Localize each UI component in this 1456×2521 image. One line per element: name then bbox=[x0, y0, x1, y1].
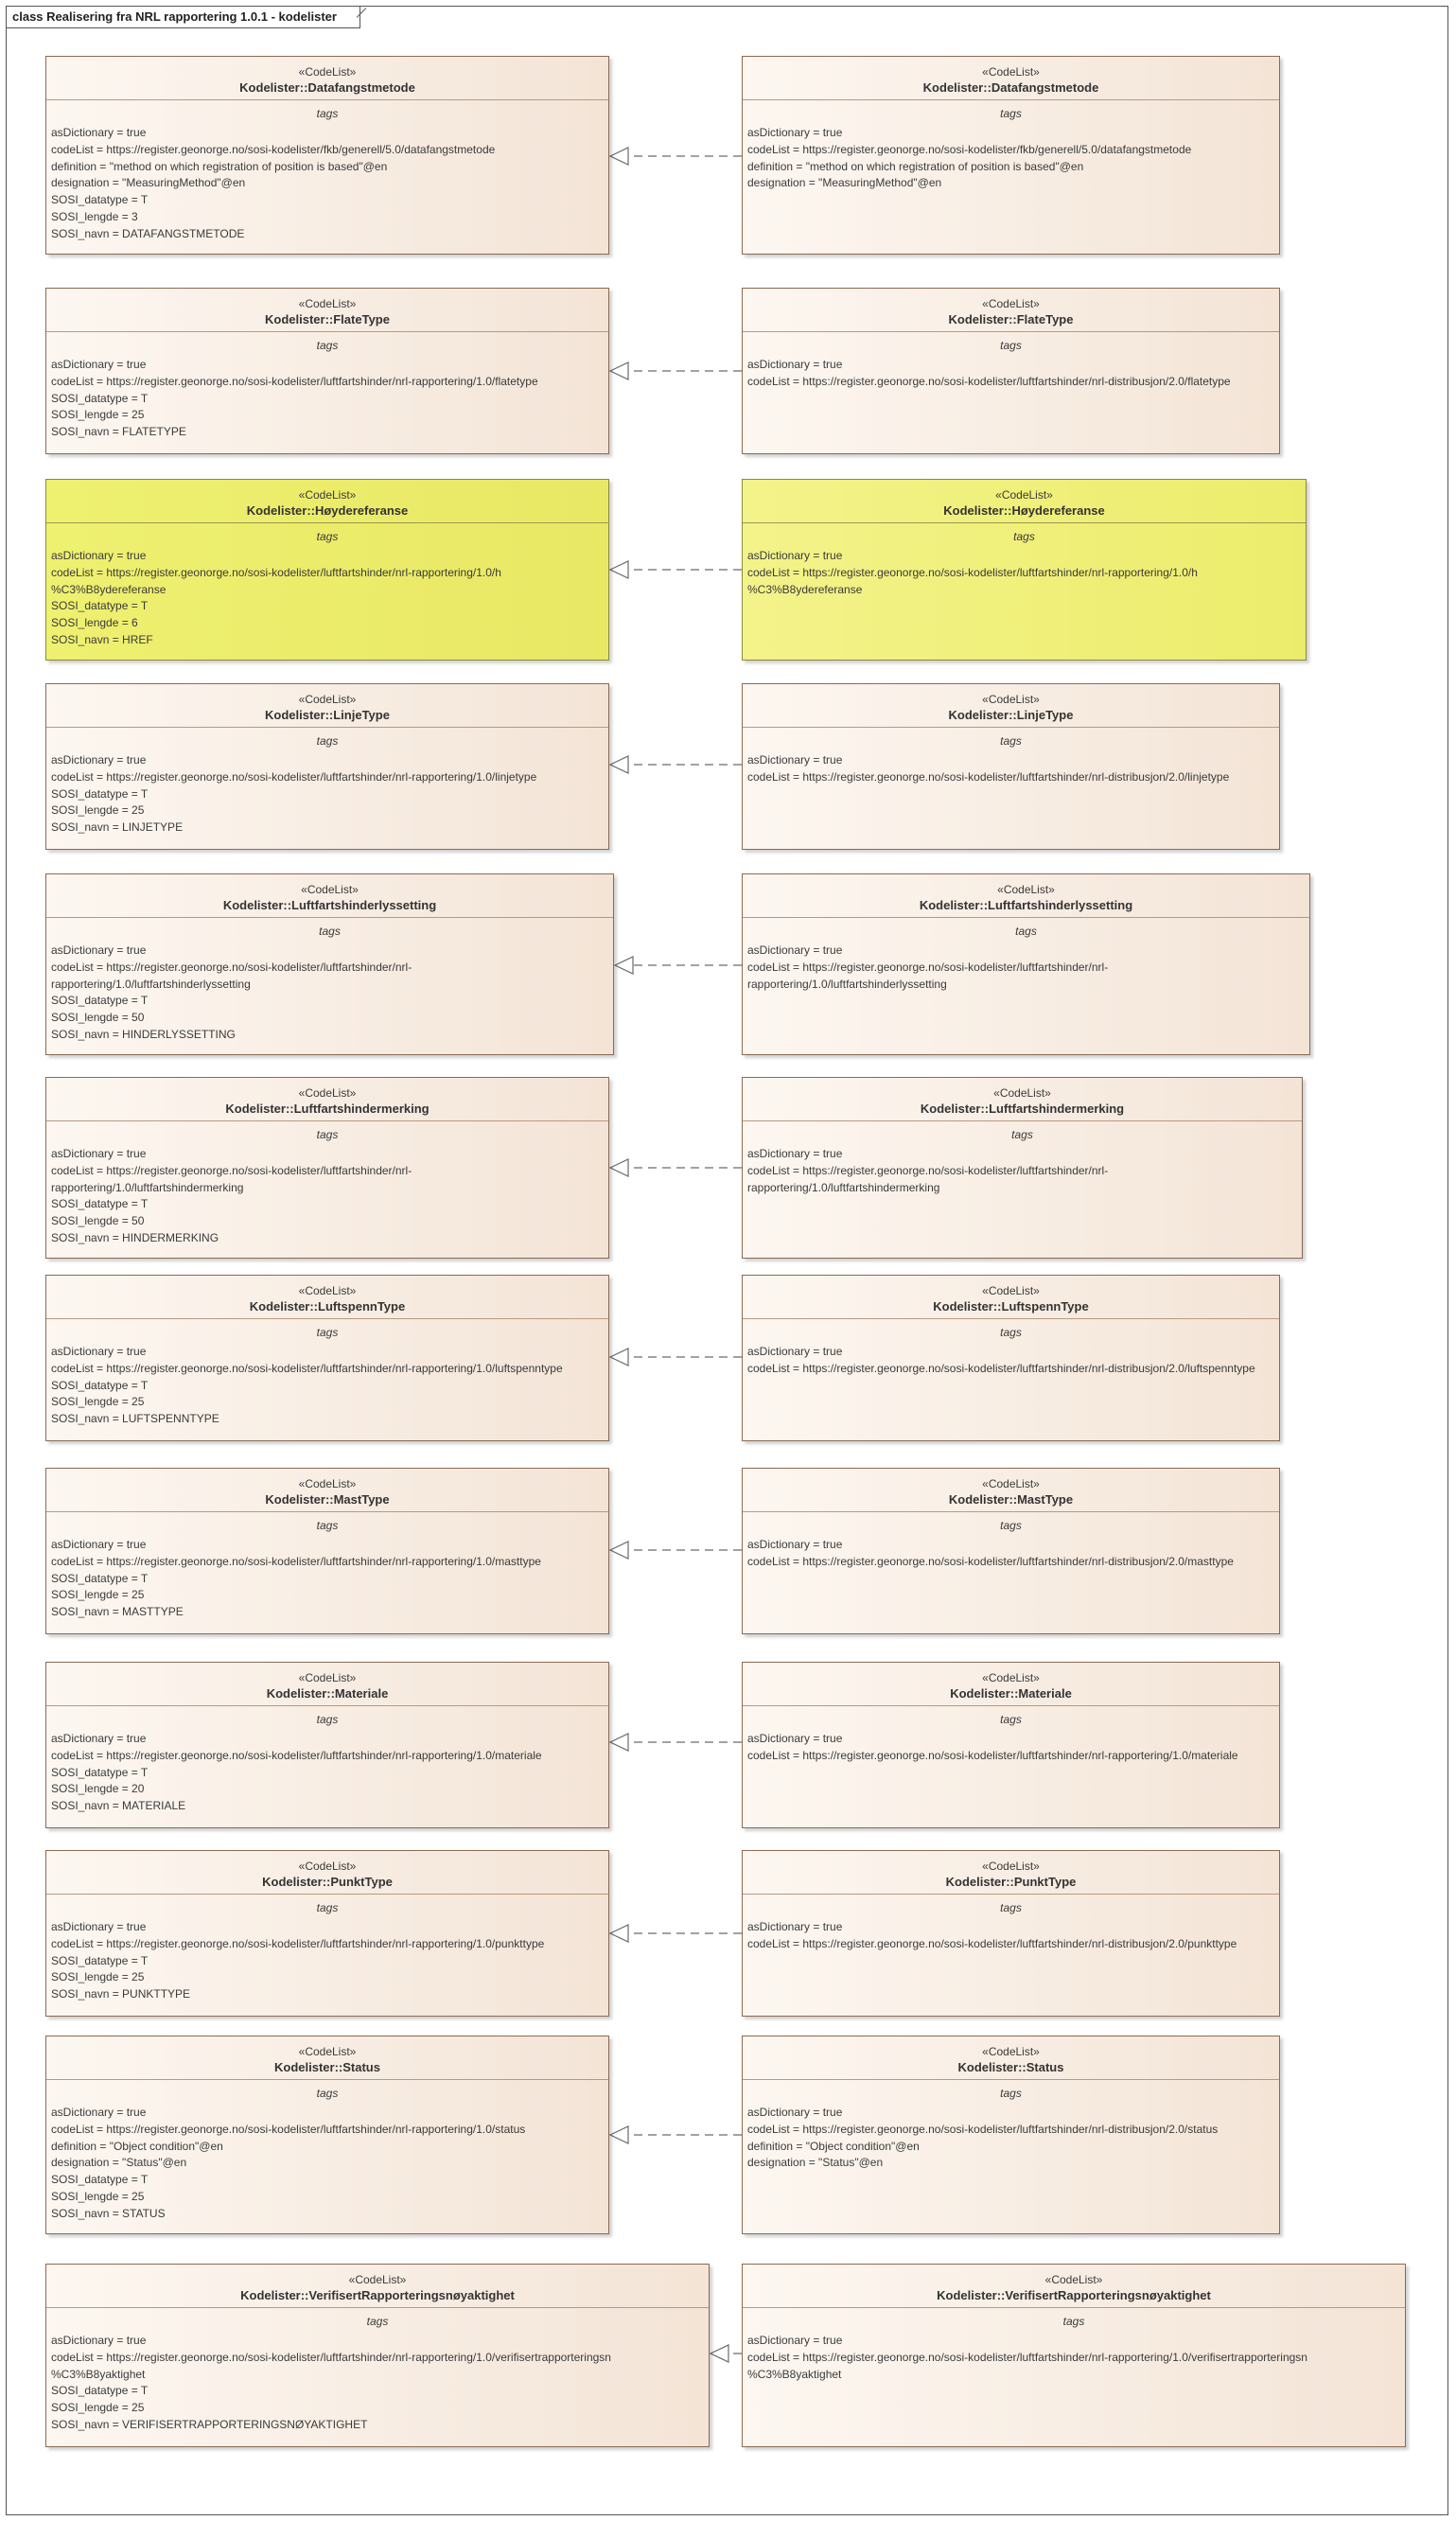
class-header bbox=[743, 874, 1309, 918]
tagged-value: SOSI_lengde = 25 bbox=[51, 2401, 145, 2415]
class-header bbox=[743, 57, 1279, 100]
class-name: Kodelister::Høydereferanse bbox=[246, 503, 409, 518]
tagged-value: codeList = https://register.geonorge.no/sosi-kodelister/luftfartshinder/nrl-distribusjon/2.0/flatetype bbox=[747, 374, 1231, 388]
class-name: Kodelister::Luftfartshindermerking bbox=[225, 1102, 430, 1116]
tagged-value: codeList = https://register.geonorge.no/sosi-kodelister/luftfartshinder/nrl- bbox=[747, 1163, 1109, 1177]
class-header bbox=[743, 480, 1306, 523]
codelist-box-right[interactable] bbox=[742, 1850, 1280, 2017]
codelist-box-right[interactable] bbox=[742, 288, 1280, 454]
codelist-box-left[interactable] bbox=[45, 2264, 710, 2447]
tagged-value: SOSI_datatype = T bbox=[51, 994, 149, 1008]
stereotype-label: «CodeList» bbox=[298, 1860, 357, 1873]
tagged-value: codeList = https://register.geonorge.no/sosi-kodelister/luftfartshinder/nrl-distribusjon/2.0/luftspenntype bbox=[747, 1361, 1255, 1375]
tagged-value: SOSI_navn = LINJETYPE bbox=[51, 820, 184, 835]
tags-section-header: tags bbox=[316, 1519, 339, 1532]
tags-section-header: tags bbox=[316, 107, 339, 120]
tagged-value: SOSI_datatype = T bbox=[51, 599, 149, 613]
stereotype-label: «CodeList» bbox=[982, 1477, 1040, 1490]
tagged-value: codeList = https://register.geonorge.no/sosi-kodelister/luftfartshinder/nrl-rapportering/1.0/flatetype bbox=[51, 374, 538, 388]
stereotype-label: «CodeList» bbox=[995, 488, 1053, 502]
tagged-value: asDictionary = true bbox=[51, 1345, 147, 1358]
tagged-values bbox=[743, 544, 1306, 598]
tagged-value: %C3%B8ydereferanse bbox=[51, 582, 167, 596]
tagged-values bbox=[743, 939, 1309, 993]
tagged-value: asDictionary = true bbox=[747, 2106, 843, 2119]
tagged-value: asDictionary = true bbox=[747, 1345, 843, 1358]
tagged-value: rapportering/1.0/luftfartshinderlyssetting bbox=[51, 977, 251, 991]
codelist-box-left[interactable] bbox=[45, 1850, 609, 2017]
tagged-values bbox=[46, 2329, 709, 2434]
tagged-value: codeList = https://register.geonorge.no/sosi-kodelister/luftfartshinder/nrl- bbox=[747, 960, 1109, 974]
tagged-value: SOSI_datatype = T bbox=[51, 193, 149, 207]
tagged-value: SOSI_lengde = 20 bbox=[51, 1782, 145, 1796]
codelist-box-right[interactable] bbox=[742, 1468, 1280, 1634]
tags-section-header: tags bbox=[316, 1326, 339, 1339]
tagged-values bbox=[46, 1727, 608, 1815]
codelist-box-right[interactable] bbox=[742, 479, 1307, 661]
tagged-value: SOSI_datatype = T bbox=[51, 786, 149, 801]
tagged-value: SOSI_lengde = 25 bbox=[51, 803, 145, 818]
tagged-value: SOSI_lengde = 50 bbox=[51, 1214, 145, 1228]
tagged-value: codeList = https://register.geonorge.no/sosi-kodelister/luftfartshinder/nrl-distribusjon/2.0/masttype bbox=[747, 1554, 1234, 1568]
tags-section-header: tags bbox=[316, 339, 339, 352]
class-name: Kodelister::Datafangstmetode bbox=[922, 80, 1099, 95]
stereotype-label: «CodeList» bbox=[982, 693, 1040, 706]
class-name: Kodelister::Høydereferanse bbox=[943, 503, 1105, 518]
class-name: Kodelister::MastType bbox=[948, 1492, 1074, 1507]
stereotype-label: «CodeList» bbox=[298, 297, 357, 310]
class-name: Kodelister::PunktType bbox=[945, 1875, 1077, 1889]
stereotype-label: «CodeList» bbox=[982, 1860, 1040, 1873]
class-name: Kodelister::Luftfartshinderlyssetting bbox=[222, 898, 437, 912]
tagged-value: SOSI_navn = HREF bbox=[51, 632, 153, 646]
tagged-value: rapportering/1.0/luftfartshinderlyssetting bbox=[747, 977, 947, 991]
tagged-value: %C3%B8yaktighet bbox=[51, 2367, 146, 2381]
tagged-value: SOSI_lengde = 25 bbox=[51, 2189, 145, 2203]
class-name: Kodelister::Materiale bbox=[266, 1686, 389, 1701]
class-name: Kodelister::LuftspennType bbox=[249, 1299, 406, 1313]
tagged-value: asDictionary = true bbox=[747, 1538, 843, 1551]
tags-section-header: tags bbox=[1000, 1326, 1022, 1339]
tags-section-header: tags bbox=[319, 925, 341, 938]
tags-section-header: tags bbox=[1000, 1713, 1022, 1726]
tagged-values bbox=[743, 121, 1279, 192]
class-header bbox=[46, 480, 608, 523]
class-name: Kodelister::VerifisertRapporteringsnøyaktighet bbox=[937, 2288, 1211, 2302]
class-header bbox=[46, 289, 608, 332]
codelist-box-right[interactable] bbox=[742, 56, 1280, 255]
tagged-value: asDictionary = true bbox=[51, 126, 147, 139]
tagged-value: SOSI_navn = MASTTYPE bbox=[51, 1605, 184, 1619]
tagged-value: asDictionary = true bbox=[51, 1920, 147, 1933]
tags-section-header: tags bbox=[1013, 530, 1035, 543]
class-header bbox=[46, 2036, 608, 2080]
tags-section-header: tags bbox=[1062, 2315, 1085, 2328]
tagged-values bbox=[743, 2101, 1279, 2172]
tagged-value: SOSI_navn = VERIFISERTRAPPORTERINGSNØYAKTIGHET bbox=[51, 2417, 368, 2431]
tagged-value: SOSI_navn = HINDERLYSSETTING bbox=[51, 1027, 236, 1041]
tagged-values bbox=[46, 749, 608, 837]
tagged-values bbox=[46, 121, 608, 243]
tagged-value: SOSI_lengde = 6 bbox=[51, 616, 138, 630]
stereotype-label: «CodeList» bbox=[982, 1671, 1040, 1684]
tags-section-header: tags bbox=[1015, 925, 1037, 938]
codelist-box-right[interactable] bbox=[742, 2036, 1280, 2234]
tagged-value: codeList = https://register.geonorge.no/sosi-kodelister/luftfartshinder/nrl-distribusjon/2.0/punkttype bbox=[747, 1936, 1237, 1950]
tagged-values bbox=[46, 1915, 608, 2003]
class-name: Kodelister::FlateType bbox=[948, 312, 1074, 326]
tagged-value: SOSI_datatype = T bbox=[51, 391, 149, 405]
stereotype-label: «CodeList» bbox=[993, 1086, 1051, 1100]
codelist-box-left[interactable] bbox=[45, 288, 609, 454]
class-header bbox=[46, 1276, 608, 1319]
tagged-value: definition = "method on which registration of position is based"@en bbox=[747, 159, 1084, 173]
tagged-value: asDictionary = true bbox=[747, 1732, 843, 1745]
codelist-box-left[interactable] bbox=[45, 1275, 609, 1441]
class-name: Kodelister::Luftfartshindermerking bbox=[920, 1102, 1125, 1116]
tagged-value: designation = "MeasuringMethod"@en bbox=[747, 176, 942, 190]
class-name: Kodelister::FlateType bbox=[265, 312, 390, 326]
tagged-value: SOSI_lengde = 25 bbox=[51, 1970, 145, 1984]
tagged-value: asDictionary = true bbox=[51, 943, 147, 957]
tagged-value: designation = "Status"@en bbox=[747, 2156, 884, 2170]
tagged-value: asDictionary = true bbox=[51, 1732, 147, 1745]
class-name: Kodelister::LinjeType bbox=[948, 708, 1074, 722]
tagged-values bbox=[46, 1533, 608, 1621]
tagged-value: codeList = https://register.geonorge.no/sosi-kodelister/luftfartshinder/nrl-distribusjon/2.0/linjetype bbox=[747, 769, 1230, 784]
class-name: Kodelister::Status bbox=[957, 2060, 1064, 2074]
tagged-value: asDictionary = true bbox=[747, 126, 843, 139]
tagged-value: SOSI_navn = HINDERMERKING bbox=[51, 1230, 219, 1244]
tagged-value: SOSI_navn = LUFTSPENNTYPE bbox=[51, 1412, 219, 1426]
tagged-value: SOSI_lengde = 3 bbox=[51, 209, 138, 223]
tagged-value: SOSI_datatype = T bbox=[51, 1197, 149, 1211]
tagged-value: codeList = https://register.geonorge.no/sosi-kodelister/luftfartshinder/nrl-rapportering/1.0/materiale bbox=[747, 1748, 1238, 1762]
tags-section-header: tags bbox=[1000, 1519, 1022, 1532]
tagged-values bbox=[743, 1340, 1279, 1378]
tagged-value: SOSI_navn = DATAFANGSTMETODE bbox=[51, 226, 245, 240]
tagged-value: SOSI_navn = MATERIALE bbox=[51, 1799, 186, 1813]
tagged-value: codeList = https://register.geonorge.no/sosi-kodelister/luftfartshinder/nrl-rapportering/1.0/luftspenntype bbox=[51, 1361, 563, 1375]
class-name: Kodelister::Status bbox=[274, 2060, 380, 2074]
tagged-values bbox=[46, 544, 608, 649]
codelist-box-left[interactable] bbox=[45, 479, 609, 661]
class-name: Kodelister::Luftfartshinderlyssetting bbox=[919, 898, 1133, 912]
stereotype-label: «CodeList» bbox=[298, 1086, 357, 1100]
class-name: Kodelister::VerifisertRapporteringsnøyaktighet bbox=[240, 2288, 515, 2302]
codelist-box-left[interactable] bbox=[45, 873, 614, 1055]
stereotype-label: «CodeList» bbox=[982, 297, 1040, 310]
tagged-value: %C3%B8ydereferanse bbox=[747, 582, 863, 596]
tagged-value: SOSI_datatype = T bbox=[51, 1953, 149, 1967]
tagged-value: codeList = https://register.geonorge.no/sosi-kodelister/luftfartshinder/nrl-rapportering/1.0/verifisertrapporteringsn bbox=[747, 2350, 1307, 2364]
class-header bbox=[743, 289, 1279, 332]
stereotype-label: «CodeList» bbox=[982, 2045, 1040, 2058]
stereotype-label: «CodeList» bbox=[298, 693, 357, 706]
tagged-value: asDictionary = true bbox=[747, 549, 843, 562]
tagged-value: asDictionary = true bbox=[51, 1147, 147, 1160]
codelist-box-left[interactable] bbox=[45, 56, 609, 255]
tagged-values bbox=[743, 1915, 1279, 1953]
tagged-value: asDictionary = true bbox=[51, 549, 147, 562]
tagged-value: asDictionary = true bbox=[747, 1147, 843, 1160]
codelist-box-right[interactable] bbox=[742, 1662, 1280, 1828]
class-header bbox=[743, 1663, 1279, 1706]
tagged-value: codeList = https://register.geonorge.no/sosi-kodelister/luftfartshinder/nrl-rapportering/1.0/verifisertrapporteringsn bbox=[51, 2350, 611, 2364]
tagged-value: codeList = https://register.geonorge.no/sosi-kodelister/luftfartshinder/nrl-rapportering/1.0/h bbox=[51, 565, 501, 579]
tags-section-header: tags bbox=[316, 530, 339, 543]
tagged-values bbox=[743, 1142, 1302, 1196]
tags-section-header: tags bbox=[366, 2315, 389, 2328]
stereotype-label: «CodeList» bbox=[982, 1284, 1040, 1297]
tagged-value: codeList = https://register.geonorge.no/sosi-kodelister/luftfartshinder/nrl-rapportering/1.0/punkttype bbox=[51, 1936, 545, 1950]
codelist-box-right[interactable] bbox=[742, 2264, 1406, 2447]
tagged-value: SOSI_lengde = 25 bbox=[51, 1395, 145, 1409]
tagged-value: codeList = https://register.geonorge.no/sosi-kodelister/luftfartshinder/nrl-rapportering/1.0/status bbox=[51, 2122, 526, 2136]
tagged-value: SOSI_datatype = T bbox=[51, 2173, 149, 2187]
tagged-value: asDictionary = true bbox=[747, 943, 843, 957]
stereotype-label: «CodeList» bbox=[298, 65, 357, 79]
stereotype-label: «CodeList» bbox=[1044, 2273, 1103, 2286]
stereotype-label: «CodeList» bbox=[301, 883, 359, 896]
tagged-value: asDictionary = true bbox=[51, 2106, 147, 2119]
class-name: Kodelister::PunktType bbox=[262, 1875, 393, 1889]
tags-section-header: tags bbox=[1000, 1901, 1022, 1914]
tagged-value: asDictionary = true bbox=[747, 2334, 843, 2347]
class-header bbox=[46, 2265, 709, 2308]
stereotype-label: «CodeList» bbox=[348, 2273, 407, 2286]
class-header bbox=[46, 1663, 608, 1706]
tagged-value: SOSI_navn = STATUS bbox=[51, 2206, 166, 2220]
tagged-value: codeList = https://register.geonorge.no/sosi-kodelister/luftfartshinder/nrl-rapportering/1.0/masttype bbox=[51, 1554, 541, 1568]
tagged-value: codeList = https://register.geonorge.no/sosi-kodelister/luftfartshinder/nrl-rapportering/1.0/materiale bbox=[51, 1748, 542, 1762]
codelist-box-right[interactable] bbox=[742, 683, 1280, 850]
tagged-values bbox=[46, 1142, 608, 1247]
tagged-value: definition = "method on which registration of position is based"@en bbox=[51, 159, 388, 173]
stereotype-label: «CodeList» bbox=[298, 488, 357, 502]
stereotype-label: «CodeList» bbox=[982, 65, 1040, 79]
tagged-values bbox=[46, 2101, 608, 2223]
class-header bbox=[46, 1851, 608, 1895]
tags-section-header: tags bbox=[1000, 734, 1022, 748]
class-name: Kodelister::LinjeType bbox=[265, 708, 390, 722]
tagged-value: SOSI_datatype = T bbox=[51, 2384, 149, 2398]
tagged-value: asDictionary = true bbox=[51, 753, 147, 767]
tagged-value: asDictionary = true bbox=[747, 753, 843, 767]
tags-section-header: tags bbox=[1000, 107, 1022, 120]
codelist-box-right[interactable] bbox=[742, 1077, 1303, 1259]
tagged-values bbox=[743, 353, 1279, 391]
tagged-value: codeList = https://register.geonorge.no/sosi-kodelister/luftfartshinder/nrl-distribusjon/2.0/status bbox=[747, 2122, 1219, 2136]
codelist-box-left[interactable] bbox=[45, 1468, 609, 1634]
class-header bbox=[743, 2265, 1405, 2308]
tags-section-header: tags bbox=[316, 1901, 339, 1914]
class-header bbox=[46, 57, 608, 100]
tagged-value: designation = "MeasuringMethod"@en bbox=[51, 176, 246, 190]
tagged-value: SOSI_datatype = T bbox=[51, 1571, 149, 1585]
class-header bbox=[46, 684, 608, 728]
class-header bbox=[46, 1469, 608, 1512]
tagged-value: SOSI_datatype = T bbox=[51, 1765, 149, 1779]
stereotype-label: «CodeList» bbox=[997, 883, 1055, 896]
tagged-values bbox=[743, 1727, 1279, 1765]
tags-section-header: tags bbox=[316, 734, 339, 748]
class-header bbox=[743, 2036, 1279, 2080]
class-name: Kodelister::LuftspennType bbox=[933, 1299, 1089, 1313]
stereotype-label: «CodeList» bbox=[298, 2045, 357, 2058]
tagged-value: codeList = https://register.geonorge.no/sosi-kodelister/luftfartshinder/nrl- bbox=[51, 960, 412, 974]
tagged-value: rapportering/1.0/luftfartshindermerking bbox=[51, 1180, 244, 1194]
tagged-value: %C3%B8yaktighet bbox=[747, 2367, 842, 2381]
class-name: Kodelister::MastType bbox=[265, 1492, 390, 1507]
class-header bbox=[743, 1851, 1279, 1895]
tags-section-header: tags bbox=[316, 1128, 339, 1141]
tagged-value: asDictionary = true bbox=[51, 1538, 147, 1551]
codelist-box-left[interactable] bbox=[45, 1077, 609, 1259]
tagged-value: codeList = https://register.geonorge.no/sosi-kodelister/luftfartshinder/nrl-rapportering/1.0/linjetype bbox=[51, 769, 537, 784]
tagged-value: rapportering/1.0/luftfartshindermerking bbox=[747, 1180, 940, 1194]
tagged-value: SOSI_navn = PUNKTTYPE bbox=[51, 1987, 191, 2001]
class-header bbox=[46, 874, 613, 918]
tagged-value: asDictionary = true bbox=[51, 2334, 147, 2347]
tags-section-header: tags bbox=[316, 1713, 339, 1726]
tagged-values bbox=[743, 2329, 1405, 2383]
tagged-value: SOSI_lengde = 50 bbox=[51, 1011, 145, 1025]
tagged-value: definition = "Object condition"@en bbox=[747, 2139, 920, 2153]
class-header bbox=[743, 684, 1279, 728]
stereotype-label: «CodeList» bbox=[298, 1284, 357, 1297]
tagged-value: codeList = https://register.geonorge.no/sosi-kodelister/luftfartshinder/nrl- bbox=[51, 1163, 412, 1177]
tagged-value: asDictionary = true bbox=[747, 1920, 843, 1933]
class-header bbox=[743, 1276, 1279, 1319]
codelist-box-left[interactable] bbox=[45, 2036, 609, 2234]
tags-section-header: tags bbox=[1000, 2087, 1022, 2100]
tagged-value: codeList = https://register.geonorge.no/sosi-kodelister/fkb/generell/5.0/datafangstmetode bbox=[51, 142, 496, 156]
tagged-values bbox=[46, 1340, 608, 1428]
class-name: Kodelister::Materiale bbox=[950, 1686, 1072, 1701]
class-name: Kodelister::Datafangstmetode bbox=[239, 80, 415, 95]
class-header bbox=[46, 1078, 608, 1121]
tagged-value: codeList = https://register.geonorge.no/sosi-kodelister/fkb/generell/5.0/datafangstmetode bbox=[747, 142, 1192, 156]
tagged-value: designation = "Status"@en bbox=[51, 2156, 187, 2170]
codelist-box-left[interactable] bbox=[45, 683, 609, 850]
stereotype-label: «CodeList» bbox=[298, 1671, 357, 1684]
tagged-value: SOSI_lengde = 25 bbox=[51, 1588, 145, 1602]
tagged-value: asDictionary = true bbox=[51, 358, 147, 371]
tagged-value: codeList = https://register.geonorge.no/sosi-kodelister/luftfartshinder/nrl-rapportering/1.0/h bbox=[747, 565, 1198, 579]
tagged-value: SOSI_datatype = T bbox=[51, 1378, 149, 1392]
codelist-box-right[interactable] bbox=[742, 1275, 1280, 1441]
tagged-value: asDictionary = true bbox=[747, 358, 843, 371]
class-header bbox=[743, 1078, 1302, 1121]
stereotype-label: «CodeList» bbox=[298, 1477, 357, 1490]
tagged-values bbox=[46, 353, 608, 441]
tags-section-header: tags bbox=[1000, 339, 1022, 352]
class-header bbox=[743, 1469, 1279, 1512]
tagged-values bbox=[743, 1533, 1279, 1571]
tagged-values bbox=[743, 749, 1279, 786]
codelist-box-left[interactable] bbox=[45, 1662, 609, 1828]
tagged-value: SOSI_navn = FLATETYPE bbox=[51, 425, 186, 439]
tags-section-header: tags bbox=[316, 2087, 339, 2100]
tags-section-header: tags bbox=[1011, 1128, 1033, 1141]
tagged-value: SOSI_lengde = 25 bbox=[51, 408, 145, 422]
tagged-value: definition = "Object condition"@en bbox=[51, 2139, 223, 2153]
frame-title: class Realisering fra NRL rapportering 1.0.1 - kodelister bbox=[7, 7, 360, 28]
tagged-values bbox=[46, 939, 613, 1044]
codelist-box-right[interactable] bbox=[742, 873, 1310, 1055]
